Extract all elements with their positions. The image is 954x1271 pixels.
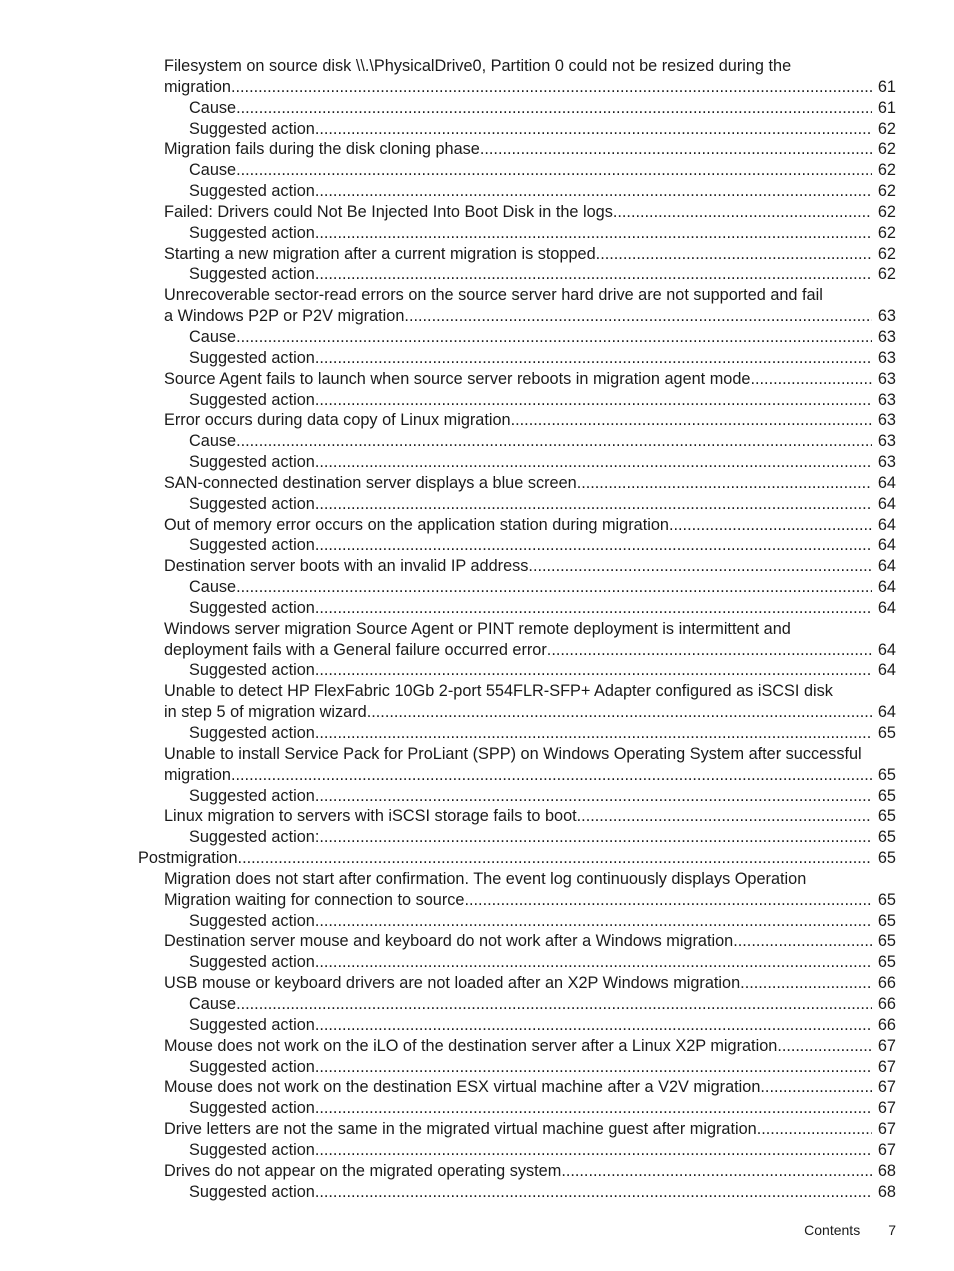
toc-page-number: 65 (872, 911, 896, 932)
toc-page-number: 65 (872, 827, 896, 848)
toc-page-number: 62 (872, 119, 896, 140)
toc-page-number: 65 (872, 952, 896, 973)
dot-leader (596, 244, 872, 265)
dot-leader (315, 535, 872, 556)
toc-page-number: 64 (872, 535, 896, 556)
toc-entry-line (189, 327, 872, 348)
toc-page-number: 63 (872, 327, 896, 348)
toc-page-number: 66 (872, 994, 896, 1015)
toc-entry-title: Destination server boots with an invalid IP address (164, 557, 529, 576)
toc-entry[interactable] (0, 515, 954, 536)
toc-entry[interactable] (0, 1182, 954, 1203)
toc-entry-title: Starting a new migration after a current migration is stopped (164, 244, 596, 263)
toc-entry-line (164, 640, 872, 661)
toc-page-number: 67 (872, 1036, 896, 1057)
toc-entry[interactable] (0, 264, 954, 285)
toc-entry[interactable] (0, 1057, 954, 1078)
toc-entry[interactable] (0, 598, 954, 619)
toc-entry-line (164, 890, 872, 911)
dot-leader (464, 890, 872, 911)
dot-leader (315, 911, 872, 932)
toc-entry-line (189, 598, 872, 619)
toc-entry-line (189, 431, 872, 452)
toc-entry-title: Suggested action (189, 1057, 315, 1076)
toc-page-number: 63 (872, 306, 896, 327)
toc-entry[interactable] (0, 681, 954, 723)
dot-leader (315, 723, 872, 744)
footer-label: Contents (804, 1222, 861, 1238)
toc-entry[interactable] (0, 660, 954, 681)
dot-leader (315, 786, 872, 807)
toc-entry-line (189, 994, 872, 1015)
toc-entry[interactable] (0, 786, 954, 807)
dot-leader (480, 139, 872, 160)
dot-leader (315, 223, 872, 244)
footer-page-number: 7 (888, 1222, 896, 1238)
dot-leader (236, 431, 872, 452)
toc-entry-title: Suggested action (189, 1015, 315, 1034)
toc-entry[interactable] (0, 431, 954, 452)
toc-entry-title: Suggested action: (189, 828, 320, 847)
dot-leader (315, 660, 872, 681)
toc-page-number: 61 (872, 77, 896, 98)
dot-leader (577, 806, 872, 827)
toc-entry[interactable] (0, 202, 954, 223)
toc-page-number: 65 (872, 723, 896, 744)
toc-entry-title-continuation: migration (164, 77, 231, 96)
toc-page-number: 63 (872, 369, 896, 390)
toc-entry[interactable] (0, 1036, 954, 1057)
toc-page-number: 67 (872, 1119, 896, 1140)
toc-entry[interactable] (0, 410, 954, 431)
toc-entry-line (164, 202, 872, 223)
toc-entry-line (189, 119, 872, 140)
toc-page-number: 64 (872, 494, 896, 515)
toc-entry-line (189, 181, 872, 202)
toc-page-number: 66 (872, 1015, 896, 1036)
toc-entry[interactable] (0, 994, 954, 1015)
toc-page-number: 63 (872, 452, 896, 473)
toc-page-number: 64 (872, 702, 896, 723)
dot-leader (231, 77, 872, 98)
toc-entry-title: Suggested action (189, 724, 315, 742)
toc-entry[interactable] (0, 1077, 954, 1098)
toc-entry[interactable] (0, 869, 954, 911)
toc-entry-title: Suggested action (189, 661, 315, 680)
dot-leader (315, 952, 872, 973)
toc-entry[interactable] (0, 827, 954, 848)
toc-entry[interactable] (0, 535, 954, 556)
toc-entry[interactable] (0, 723, 954, 744)
toc-entry-line (189, 1057, 872, 1078)
dot-leader (561, 1161, 872, 1182)
toc-entry[interactable] (0, 160, 954, 181)
toc-entry-title: USB mouse or keyboard drivers are not loaded after an X2P Windows migration (164, 974, 741, 993)
dot-leader (236, 577, 872, 598)
toc-page-number: 68 (872, 1182, 896, 1203)
dot-leader (315, 598, 872, 619)
toc-entry-line (189, 577, 872, 598)
dot-leader (613, 202, 872, 223)
toc-entry-title: Unable to install Service Pack for ProLiant (SPP) on Windows Operating System after successful (164, 744, 862, 763)
toc-entry-line (164, 556, 872, 577)
toc-entry-line (164, 806, 872, 827)
dot-leader (511, 410, 872, 431)
toc-entry-line (164, 1077, 872, 1098)
dot-leader (760, 1077, 872, 1098)
dot-leader (315, 390, 872, 411)
toc-entry-title: Suggested action (189, 348, 315, 367)
dot-leader (315, 494, 872, 515)
toc-entry-title: Suggested action (189, 911, 315, 930)
toc-entry-line (138, 848, 872, 869)
toc-entry-line (164, 369, 872, 390)
toc-entry-title: Migration does not start after confirmation. The event log continuously displays Operation (164, 869, 807, 888)
toc-page-number: 64 (872, 660, 896, 681)
toc-entry[interactable] (0, 848, 954, 869)
dot-leader (315, 1182, 872, 1203)
toc-entry[interactable] (0, 452, 954, 473)
toc-entry-line (164, 931, 872, 952)
toc-entry[interactable] (0, 744, 954, 786)
dot-leader (547, 640, 872, 661)
toc-page-number: 64 (872, 515, 896, 536)
toc-page-number: 64 (872, 473, 896, 494)
toc-entry[interactable] (0, 348, 954, 369)
toc-entry-title: Suggested action (189, 119, 315, 138)
toc-entry-title-continuation: deployment fails with a General failure occurred error (164, 640, 547, 659)
dot-leader (315, 181, 872, 202)
toc-entry-title: Source Agent fails to launch when source server reboots in migration agent mode (164, 369, 751, 388)
toc-entry[interactable] (0, 369, 954, 390)
toc-page-number: 64 (872, 556, 896, 577)
toc-page-number: 62 (872, 202, 896, 223)
toc-entry-title: Migration fails during the disk cloning phase (164, 140, 480, 159)
toc-entry-line (189, 494, 872, 515)
toc-entry-line (164, 765, 872, 786)
toc-entry[interactable] (0, 285, 954, 327)
toc-page-number: 65 (872, 786, 896, 807)
toc-entry-line (164, 973, 872, 994)
toc-page-number: 65 (872, 931, 896, 952)
dot-leader (733, 931, 872, 952)
toc-entry-line (164, 515, 872, 536)
toc-entry[interactable] (0, 619, 954, 661)
dot-leader (236, 327, 872, 348)
toc-entry-line (164, 77, 872, 98)
toc-page-number: 61 (872, 98, 896, 119)
toc-entry-title: Suggested action (189, 536, 315, 555)
toc-entry-title: Cause (189, 578, 237, 597)
toc-page-number: 65 (872, 806, 896, 827)
toc-entry-line (189, 723, 872, 744)
dot-leader (669, 515, 872, 536)
toc-entry-title: Filesystem on source disk \\.\PhysicalDrive0, Partition 0 could not be resized during the (164, 57, 792, 75)
toc-entry-title: Unable to detect HP FlexFabric 10Gb 2-port 554FLR-SFP+ Adapter configured as iSCSI disk (164, 682, 833, 701)
toc-entry-line (189, 1182, 872, 1203)
toc-page-number: 62 (872, 264, 896, 285)
dot-leader (315, 1140, 872, 1161)
toc-entry-title: Suggested action (189, 453, 315, 472)
dot-leader (757, 1119, 872, 1140)
toc-entry[interactable] (0, 390, 954, 411)
toc-entry[interactable] (0, 181, 954, 202)
toc-entry[interactable] (0, 1098, 954, 1119)
dot-leader (231, 765, 872, 786)
toc-entry-title: Mouse does not work on the destination ESX virtual machine after a V2V migration (164, 1078, 761, 1097)
toc-entry-title: Cause (189, 327, 237, 346)
toc-entry-line (189, 1015, 872, 1036)
toc-entry-line (164, 410, 872, 431)
toc-entry[interactable] (0, 494, 954, 515)
toc-page-number: 67 (872, 1077, 896, 1098)
toc-entry-title: Suggested action (189, 1099, 315, 1118)
toc-entry-line (164, 139, 872, 160)
toc-entry-title: Suggested action (189, 1140, 315, 1159)
toc-entry-line (164, 473, 872, 494)
table-of-contents (0, 56, 954, 1202)
toc-page-number: 65 (872, 890, 896, 911)
toc-entry-title: Error occurs during data copy of Linux migration (164, 411, 511, 430)
toc-page-number: 65 (872, 848, 896, 869)
toc-page-number: 67 (872, 1057, 896, 1078)
toc-page-number: 68 (872, 1161, 896, 1182)
toc-entry-line (189, 348, 872, 369)
toc-page-number: 64 (872, 577, 896, 598)
dot-leader (315, 1015, 872, 1036)
toc-entry-title: Cause (189, 994, 237, 1013)
toc-entry-line (164, 1119, 872, 1140)
dot-leader (236, 994, 872, 1015)
toc-entry-line (189, 98, 872, 119)
toc-entry-title-continuation: Migration waiting for connection to source (164, 890, 465, 909)
dot-leader (528, 556, 872, 577)
toc-entry-title: Suggested action (189, 786, 315, 805)
dot-leader (777, 1036, 872, 1057)
toc-entry[interactable] (0, 1161, 954, 1182)
toc-entry[interactable] (0, 327, 954, 348)
toc-entry-line (189, 1140, 872, 1161)
toc-entry-title: Cause (189, 98, 237, 117)
toc-entry[interactable] (0, 911, 954, 932)
toc-entry-line (189, 1098, 872, 1119)
toc-entry-title: Suggested action (189, 390, 315, 409)
toc-entry[interactable] (0, 1119, 954, 1140)
toc-entry-line (189, 264, 872, 285)
toc-entry[interactable] (0, 577, 954, 598)
toc-entry-title: Mouse does not work on the iLO of the destination server after a Linux X2P migration (164, 1036, 778, 1055)
dot-leader (315, 1098, 872, 1119)
toc-entry[interactable] (0, 556, 954, 577)
toc-entry-line (189, 535, 872, 556)
toc-entry[interactable] (0, 56, 954, 98)
toc-entry[interactable] (0, 98, 954, 119)
toc-page-number: 63 (872, 348, 896, 369)
toc-entry[interactable] (0, 973, 954, 994)
toc-entry-title: Cause (189, 161, 237, 180)
toc-entry-title-continuation: in step 5 of migration wizard (164, 703, 367, 722)
dot-leader (367, 702, 872, 723)
toc-page-number: 62 (872, 244, 896, 265)
dot-leader (750, 369, 872, 390)
dot-leader (315, 1057, 872, 1078)
dot-leader (315, 119, 872, 140)
toc-page-number: 65 (872, 765, 896, 786)
toc-entry-line (189, 952, 872, 973)
toc-page-number: 67 (872, 1098, 896, 1119)
toc-entry[interactable] (0, 952, 954, 973)
toc-entry[interactable] (0, 806, 954, 827)
toc-entry[interactable] (0, 1140, 954, 1161)
toc-page-number: 62 (872, 181, 896, 202)
toc-entry-line (164, 702, 872, 723)
dot-leader (236, 160, 872, 181)
page-footer (804, 1222, 896, 1238)
toc-entry[interactable] (0, 931, 954, 952)
toc-entry-title: SAN-connected destination server displays a blue screen (164, 473, 577, 492)
toc-entry-title: Failed: Drivers could Not Be Injected Into Boot Disk in the logs (164, 202, 613, 221)
dot-leader (404, 306, 872, 327)
toc-page-number: 62 (872, 223, 896, 244)
toc-entry-title: Suggested action (189, 598, 315, 617)
toc-entry[interactable] (0, 1015, 954, 1036)
toc-entry-line (189, 660, 872, 681)
toc-page-number: 63 (872, 410, 896, 431)
dot-leader (238, 848, 872, 869)
toc-entry-line (164, 1161, 872, 1182)
toc-entry-line (189, 911, 872, 932)
toc-entry-title: Suggested action (189, 1182, 315, 1201)
toc-entry-title: Suggested action (189, 953, 315, 972)
toc-page-number: 63 (872, 431, 896, 452)
dot-leader (315, 452, 872, 473)
toc-entry[interactable] (0, 473, 954, 494)
dot-leader (315, 348, 872, 369)
toc-entry[interactable] (0, 223, 954, 244)
toc-entry[interactable] (0, 139, 954, 160)
toc-entry-line (189, 827, 872, 848)
toc-entry-line (189, 390, 872, 411)
toc-entry-title: Unrecoverable sector-read errors on the source server hard drive are not supported and fail (164, 286, 823, 305)
toc-entry-title: Suggested action (189, 182, 315, 201)
toc-entry-title: Destination server mouse and keyboard do not work after a Windows migration (164, 932, 734, 951)
toc-page-number: 63 (872, 390, 896, 411)
toc-entry-line (164, 306, 872, 327)
toc-entry-line (189, 452, 872, 473)
toc-entry-title-continuation: a Windows P2P or P2V migration (164, 307, 405, 326)
toc-entry-title: Suggested action (189, 265, 315, 284)
toc-entry-title: Windows server migration Source Agent or PINT remote deployment is intermittent and (164, 619, 791, 638)
dot-leader (577, 473, 872, 494)
toc-page-number: 66 (872, 973, 896, 994)
toc-entry[interactable] (0, 244, 954, 265)
toc-entry-line (164, 244, 872, 265)
toc-entry-title: Out of memory error occurs on the application station during migration (164, 515, 669, 534)
toc-page-number: 64 (872, 640, 896, 661)
dot-leader (236, 98, 872, 119)
toc-entry-title: Postmigration (138, 849, 238, 868)
toc-page-number: 64 (872, 598, 896, 619)
toc-entry-line (164, 1036, 872, 1057)
dot-leader (740, 973, 872, 994)
toc-entry[interactable] (0, 119, 954, 140)
dot-leader (315, 264, 872, 285)
toc-page-number: 62 (872, 160, 896, 181)
toc-entry-line (189, 160, 872, 181)
toc-entry-title: Drives do not appear on the migrated operating system (164, 1161, 562, 1180)
toc-entry-title-continuation: migration (164, 765, 231, 784)
toc-page-number: 62 (872, 139, 896, 160)
toc-entry-title: Suggested action (189, 223, 315, 242)
toc-entry-line (189, 223, 872, 244)
toc-entry-title: Suggested action (189, 494, 315, 513)
toc-entry-line (189, 786, 872, 807)
dot-leader (319, 827, 872, 848)
toc-entry-title: Linux migration to servers with iSCSI storage fails to boot (164, 807, 577, 826)
toc-page-number: 67 (872, 1140, 896, 1161)
toc-entry-title: Cause (189, 432, 237, 451)
toc-entry-title: Drive letters are not the same in the migrated virtual machine guest after migration (164, 1120, 757, 1139)
